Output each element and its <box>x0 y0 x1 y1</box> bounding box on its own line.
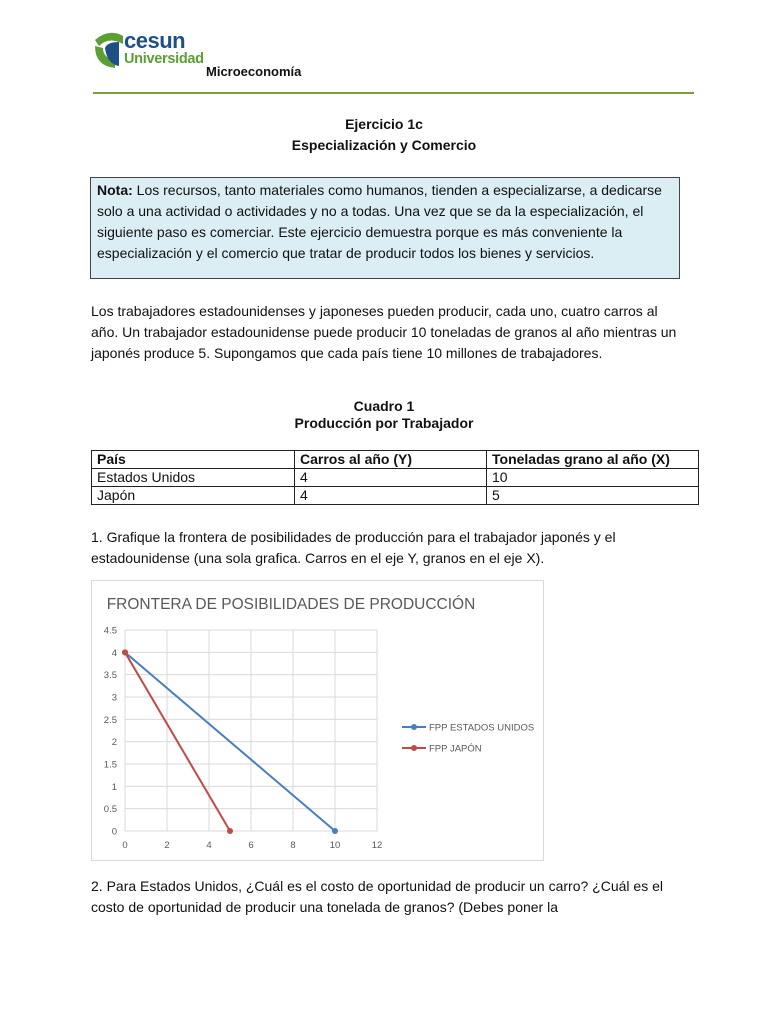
table-caption: Cuadro 1 <box>353 398 415 414</box>
note-text: Los recursos, tanto materiales como humanos, tienden a especializarse, a dedicarse solo a una actividad o actividades y no a todas. Una vez que se da la especialización, el siguiente paso es comerciar. Este ejercicio demuestra porque es más conveniente la especialización y el comercio que tratar de producir todos los bienes y servicios. <box>97 182 662 261</box>
table-header-cell: Carros al año (Y) <box>295 451 487 469</box>
chart-title: FRONTERA DE POSIBILIDADES DE PRODUCCIÓN <box>106 596 476 613</box>
table-header-cell: Toneladas grano al año (X) <box>487 451 699 469</box>
y-tick-label: 2 <box>111 737 117 749</box>
data-point <box>122 649 128 655</box>
legend-marker <box>411 745 417 751</box>
logo-mark-icon <box>93 30 127 76</box>
legend-marker <box>411 724 417 730</box>
x-tick-label: 10 <box>329 840 341 851</box>
header-divider <box>93 92 694 94</box>
table-cell: 10 <box>487 469 699 487</box>
question-1: 1. Grafique la frontera de posibilidades de producción para el trabajador japonés y el estadounidense (una sola grafica. Carros en el eje Y, granos en el eje X). <box>91 529 616 566</box>
note-box <box>90 177 680 279</box>
table-header-row <box>92 451 699 469</box>
y-tick-label: 0 <box>111 826 117 838</box>
x-tick-label: 0 <box>122 840 128 851</box>
legend-label: FPP JAPÓN <box>429 743 482 755</box>
y-tick-label: 3.5 <box>103 670 117 682</box>
question-2: 2. Para Estados Unidos, ¿Cuál es el costo de oportunidad de producir un carro? ¿Cuál es el costo de oportunidad de producir una tonelada de granos? (Debes poner la <box>91 878 663 915</box>
x-tick-label: 2 <box>164 840 170 851</box>
y-tick-label: 4.5 <box>103 625 117 637</box>
y-tick-label: 1.5 <box>103 759 117 771</box>
x-tick-label: 6 <box>248 840 254 851</box>
table-cell: Japón <box>92 487 295 505</box>
x-tick-label: 8 <box>290 840 296 851</box>
y-tick-label: 0.5 <box>103 804 117 816</box>
note-label: Nota: <box>97 182 133 198</box>
brand-name: cesun <box>124 28 186 53</box>
brand-subtitle: Universidad <box>124 51 204 67</box>
table-row <box>92 487 699 505</box>
y-tick-label: 2.5 <box>103 714 117 726</box>
chart-canvas <box>92 581 543 860</box>
y-tick-label: 3 <box>111 692 117 704</box>
exercise-title: Ejercicio 1c <box>345 116 423 132</box>
exercise-subtitle: Especialización y Comercio <box>291 137 477 153</box>
course-subject: Microeconomía <box>206 64 302 79</box>
data-point <box>332 828 338 834</box>
table-cell: 4 <box>295 469 487 487</box>
y-tick-label: 1 <box>111 781 117 793</box>
y-tick-label: 4 <box>111 647 117 659</box>
x-tick-label: 4 <box>206 840 212 851</box>
table-cell: Estados Unidos <box>92 469 295 487</box>
table-row <box>92 469 699 487</box>
table-header-cell: País <box>92 451 295 469</box>
legend-label: FPP ESTADOS UNIDOS <box>429 722 535 734</box>
intro-paragraph: Los trabajadores estadounidenses y japoneses pueden producir, cada uno, cuatro carros al año. Un trabajador estadounidense puede producir 10 toneladas de granos al año mientras un japonés produce 5. Supongamos que cada país tiene 10 millones de trabajadores. <box>91 303 677 361</box>
table-cell: 4 <box>295 487 487 505</box>
data-point <box>227 828 233 834</box>
ppf-chart <box>91 580 544 861</box>
table-cell: 5 <box>487 487 699 505</box>
production-table <box>91 450 699 505</box>
x-tick-label: 12 <box>371 840 383 851</box>
table-caption-subtitle: Producción por Trabajador <box>294 415 474 431</box>
